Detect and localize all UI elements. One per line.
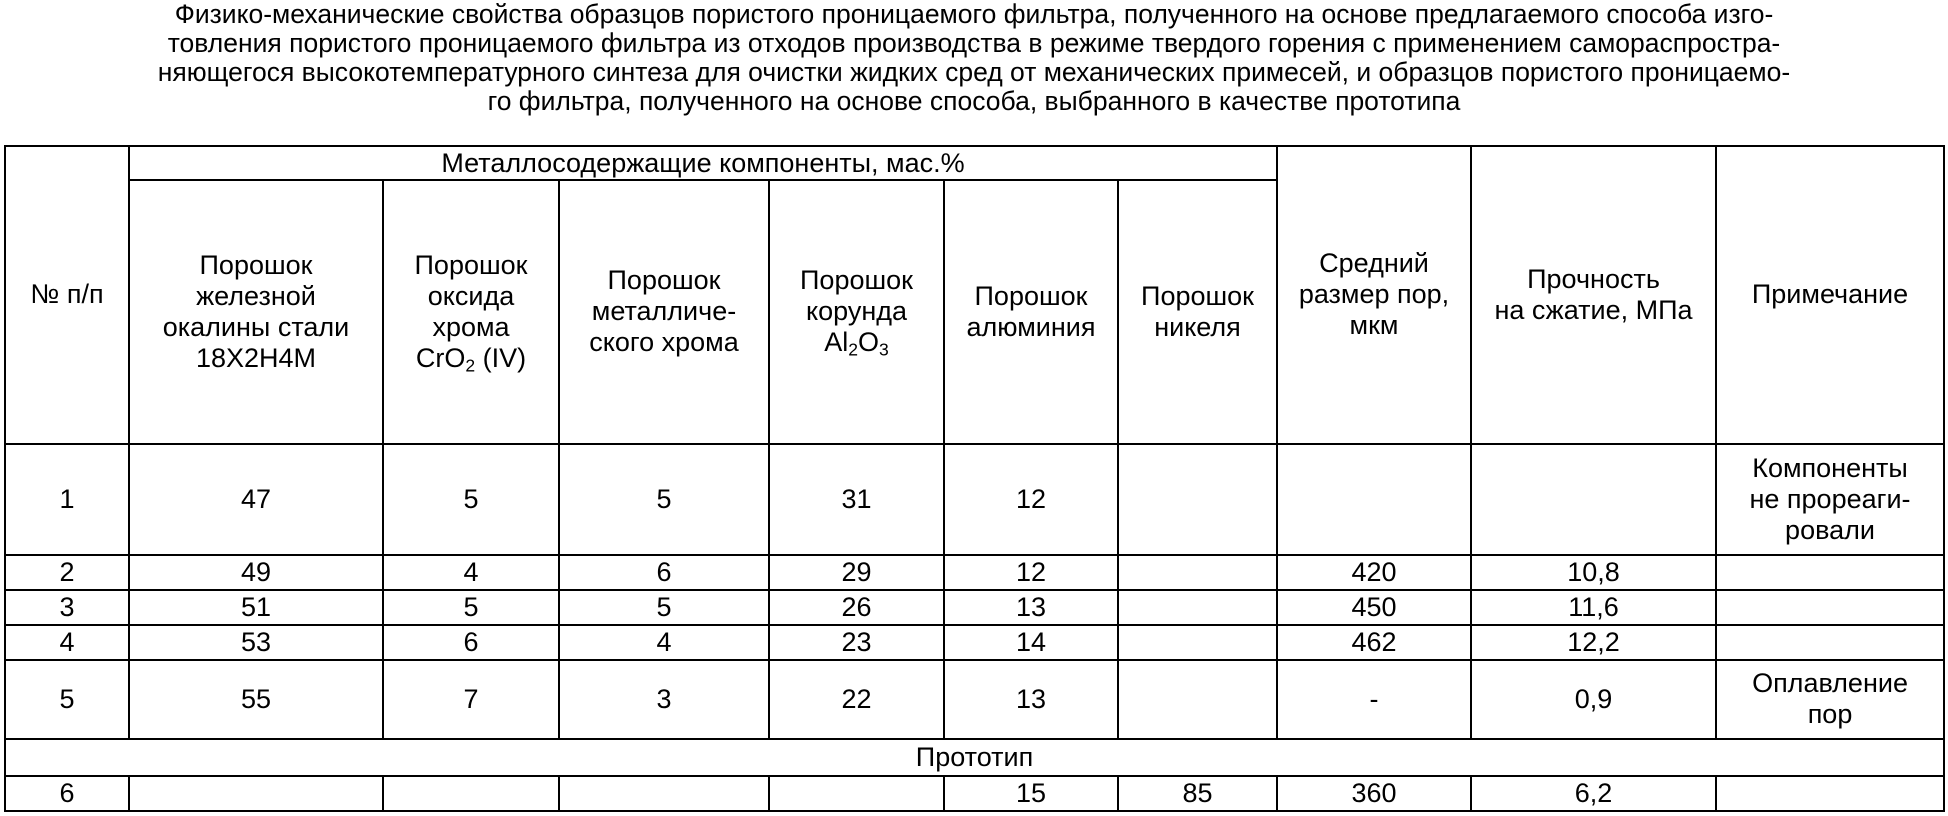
cell-note [1716,625,1944,660]
header-strength [1471,146,1716,444]
cell-nickel [1118,625,1277,660]
header-strength-line: на сжатие, МПа [1476,295,1711,326]
cell-note [1716,555,1944,590]
header-formula [388,343,554,374]
formula-part: CrO [416,343,466,373]
cell-strength [1471,444,1716,555]
cell-metal-chrome: 3 [559,660,769,739]
header-chrome-oxide-powder [383,180,559,444]
cell-aluminium: 12 [944,555,1118,590]
cell-metal-chrome: 6 [559,555,769,590]
formula-part: O [858,327,879,357]
formula-subscript: 2 [848,340,858,360]
cell-scale: 51 [129,590,383,625]
header-line: железной [134,281,378,312]
cell-chrome-oxide: 5 [383,444,559,555]
caption-line: товления пористого проницаемого фильтра из отходов производства в режиме твердого горения с применением самораспростра- [0,29,1948,58]
cell-scale: 55 [129,660,383,739]
table-row [5,444,1944,555]
note-line: не прореаги- [1721,484,1939,515]
cell-nickel [1118,444,1277,555]
cell-scale: 47 [129,444,383,555]
cell-pore-size: - [1277,660,1471,739]
formula-part: (IV) [475,343,526,373]
header-nickel-powder [1118,180,1277,444]
cell-chrome-oxide: 7 [383,660,559,739]
header-line: Порошок [388,250,554,281]
cell-nickel [1118,555,1277,590]
cell-nickel [1118,660,1277,739]
table-row [5,660,1944,739]
cell-nickel [1118,590,1277,625]
cell-pore-size: 360 [1277,776,1471,811]
document-page [0,0,1948,816]
cell-chrome-oxide: 4 [383,555,559,590]
cell-strength: 11,6 [1471,590,1716,625]
header-line: Порошок [1123,281,1272,312]
cell-aluminium: 12 [944,444,1118,555]
cell-number: 4 [5,625,129,660]
formula-subscript: 3 [879,340,889,360]
cell-nickel: 85 [1118,776,1277,811]
header-line: окалины стали [134,312,378,343]
header-line: корунда [774,296,939,327]
cell-chrome-oxide: 6 [383,625,559,660]
cell-chrome-oxide [383,776,559,811]
cell-note [1716,660,1944,739]
cell-scale: 49 [129,555,383,590]
cell-strength: 0,9 [1471,660,1716,739]
cell-pore-size: 450 [1277,590,1471,625]
header-line: Порошок [134,250,378,281]
cell-note [1716,590,1944,625]
table-caption [0,0,1948,116]
header-note: Примечание [1716,146,1944,444]
header-line: алюминия [949,312,1113,343]
header-line: металличе- [564,296,764,327]
cell-number: 3 [5,590,129,625]
note-line: пор [1721,699,1939,730]
cell-metal-chrome [559,776,769,811]
formula-subscript: 2 [465,355,475,375]
header-line: Порошок [774,265,939,296]
header-group-components: Металлосодержащие компоненты, мас.% [129,146,1277,180]
cell-pore-size [1277,444,1471,555]
table-row [5,625,1944,660]
cell-pore-size: 462 [1277,625,1471,660]
header-line: ского хрома [564,327,764,358]
header-formula [774,327,939,358]
cell-corundum: 31 [769,444,944,555]
cell-number: 2 [5,555,129,590]
cell-note [1716,776,1944,811]
table-row [5,555,1944,590]
cell-scale: 53 [129,625,383,660]
cell-strength: 6,2 [1471,776,1716,811]
cell-strength: 12,2 [1471,625,1716,660]
header-aluminium-powder [944,180,1118,444]
cell-number: 1 [5,444,129,555]
cell-corundum: 22 [769,660,944,739]
table-row [5,590,1944,625]
cell-corundum: 26 [769,590,944,625]
header-number: № п/п [5,146,129,444]
header-pore-size-line: размер пор, [1282,279,1466,310]
header-line: никеля [1123,312,1272,343]
caption-line: го фильтра, полученного на основе способа, выбранного в качестве прототипа [0,87,1948,116]
cell-corundum [769,776,944,811]
note-line: Оплавление [1721,668,1939,699]
cell-strength: 10,8 [1471,555,1716,590]
header-line: 18Х2Н4М [134,343,378,374]
cell-corundum: 29 [769,555,944,590]
cell-scale [129,776,383,811]
header-pore-size-line: мкм [1282,310,1466,341]
caption-line: няющегося высокотемпературного синтеза для очистки жидких сред от механических примесей, и образцов пористого проницаемо- [0,58,1948,87]
header-corundum-powder [769,180,944,444]
header-line: Порошок [949,281,1113,312]
cell-aluminium: 13 [944,590,1118,625]
header-line: Порошок [564,265,764,296]
header-pore-size [1277,146,1471,444]
header-scale-powder [129,180,383,444]
table-row-prototype [5,776,1944,811]
header-metal-chrome-powder [559,180,769,444]
cell-metal-chrome: 4 [559,625,769,660]
cell-metal-chrome: 5 [559,444,769,555]
header-row [5,146,1944,180]
cell-aluminium: 14 [944,625,1118,660]
cell-metal-chrome: 5 [559,590,769,625]
cell-number: 5 [5,660,129,739]
cell-aluminium: 13 [944,660,1118,739]
header-line: оксида [388,281,554,312]
header-line: хрома [388,312,554,343]
cell-number: 6 [5,776,129,811]
note-line: ровали [1721,515,1939,546]
prototype-divider-row [5,739,1944,776]
note-line: Компоненты [1721,453,1939,484]
header-pore-size-line: Средний [1282,248,1466,279]
header-strength-line: Прочность [1476,264,1711,295]
properties-table [4,145,1945,812]
prototype-label: Прототип [5,739,1944,776]
cell-note [1716,444,1944,555]
cell-aluminium: 15 [944,776,1118,811]
cell-corundum: 23 [769,625,944,660]
caption-line: Физико-механические свойства образцов пористого проницаемого фильтра, полученного на основе предлагаемого способа изго- [0,0,1948,29]
formula-part: Al [824,327,848,357]
cell-pore-size: 420 [1277,555,1471,590]
cell-chrome-oxide: 5 [383,590,559,625]
